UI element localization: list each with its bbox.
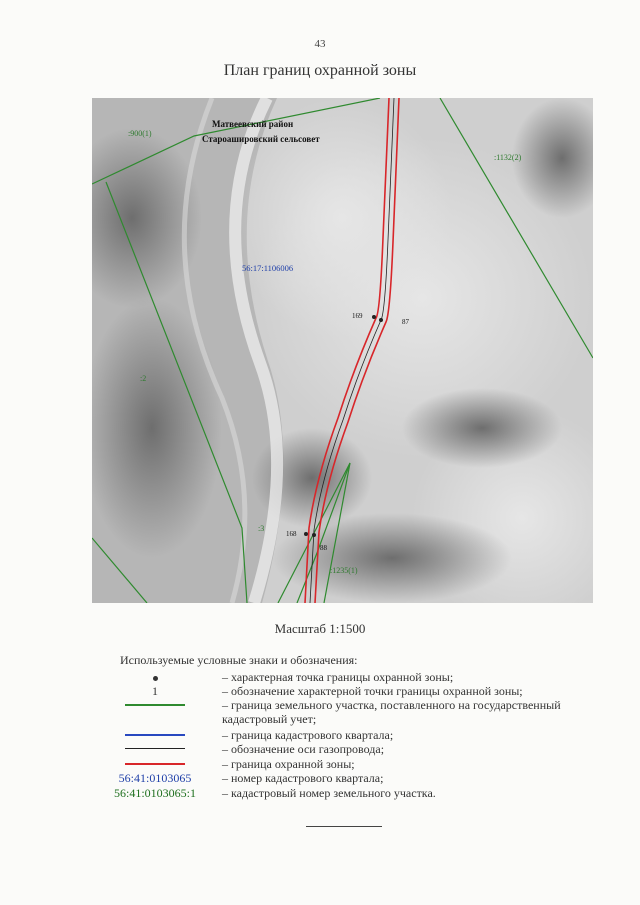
parcel-boundary-line-icon xyxy=(125,704,185,706)
parcel-label-2: :2 xyxy=(140,374,147,383)
point-number-symbol: 1 xyxy=(152,684,158,698)
point-label-168: 168 xyxy=(286,530,297,538)
parcel-number-sample: 56:41:0103065:1 xyxy=(113,786,196,800)
point-marker-icon xyxy=(153,676,158,681)
parcel-label-3: :3 xyxy=(258,524,265,533)
quarter-number-label: 56:17:1106006 xyxy=(242,263,294,273)
quarter-boundary-line-icon xyxy=(125,734,185,736)
parcel-label-1235: :1235(1) xyxy=(330,566,358,575)
footer-rule xyxy=(306,826,382,827)
district-label: Матвеевский район xyxy=(212,119,294,129)
boundary-point-88 xyxy=(312,533,316,537)
parcel-label-900: :900(1) xyxy=(128,129,152,138)
boundary-point-168 xyxy=(304,532,308,536)
parcel-label-1132: :1132(2) xyxy=(494,153,522,162)
point-label-169: 169 xyxy=(352,312,363,320)
point-label-87: 87 xyxy=(402,318,409,326)
gas-axis-line-icon xyxy=(125,748,185,749)
map-image xyxy=(92,98,593,603)
page-number: 43 xyxy=(314,38,326,50)
council-label: Староашировский сельсовет xyxy=(202,134,320,144)
boundary-point-169 xyxy=(372,315,376,319)
boundary-point-87 xyxy=(379,318,383,322)
legend-intro: Используемые условные знаки и обозначения: xyxy=(120,653,358,667)
point-label-88: 88 xyxy=(320,544,327,552)
quarter-number-sample: 56:41:0103065 xyxy=(118,771,192,785)
page-title: План границ охранной зоны xyxy=(223,62,417,79)
protection-zone-line-icon xyxy=(125,763,185,765)
map-scale: Масштаб 1:1500 xyxy=(274,621,366,636)
